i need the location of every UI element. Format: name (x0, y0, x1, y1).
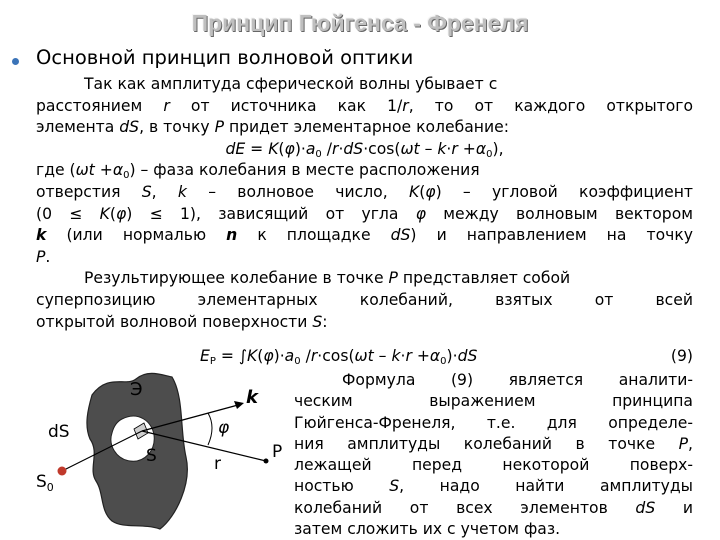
right-line-8: затем сложить их с учетом фаз. (294, 520, 561, 539)
label-E: Э (130, 379, 143, 400)
right-line-2: ческим выражением принципа (294, 392, 693, 411)
source-point-S0 (58, 467, 67, 476)
right-line-4: ния амплитуды колебаний в точке P, (294, 434, 693, 453)
text-line-3: элемента dS, в точку P придет элементарное колебание: (36, 118, 509, 137)
label-r: r (214, 454, 221, 474)
slide-title: Принцип Гюйгенса - Френеля (191, 10, 529, 36)
text-line-6: отверстия S, k – волновое число, K(φ) – угловой коэффициент (36, 182, 693, 201)
label-S: S (146, 446, 157, 466)
right-line-5: лежащей перед некоторой поверх- (294, 456, 693, 475)
right-line-3: Гюйгенса-Френеля, т.е. для определе- (294, 413, 693, 432)
label-S0: $S_0$ (36, 472, 54, 494)
label-P: P (272, 442, 283, 462)
label-phi: φ (218, 418, 230, 438)
text-line-10: Результирующее колебание в точке P представляет собой (84, 269, 571, 288)
right-text (294, 370, 693, 540)
text-line-5: где $(\omega t +\alpha_0)$ – фаза колебания в месте расположения (36, 161, 480, 182)
right-line-1: Формула (9) является аналити- (342, 371, 693, 389)
angle-phi-arc (208, 413, 212, 445)
text-line-9: P. (36, 247, 51, 266)
text-line-8: k (или нормалью n к площадке dS) и направлением на точку (36, 226, 693, 245)
section-heading: Основной принцип волновой оптики (36, 46, 414, 69)
bullet-dot (12, 58, 19, 65)
text-line-1: Так как амплитуда сферической волны убывает с (84, 75, 498, 93)
formula-dE: dE = $K(\varphi)\cdot a_0$ $/r\cdot dS\cdot\cos(\omega t - k\cdot r +\alpha_0)$, (225, 139, 504, 160)
text-line-11: суперпозицию элементарных колебаний, взятых от всей (36, 290, 693, 309)
right-line-6: ностью S, надо найти амплитуды (294, 477, 693, 496)
label-k: k (246, 387, 258, 408)
text-line-7: (0 ≤ K(φ) ≤ 1), зависящий от угла φ между волновым вектором (36, 204, 694, 223)
huygens-figure (30, 365, 292, 535)
formula-9-number: (9) (670, 347, 693, 365)
label-dS: dS (48, 422, 70, 442)
point-P (264, 459, 269, 464)
text-line-12: открытой волновой поверхности S: (36, 312, 328, 331)
k-arrow-head (234, 401, 244, 409)
right-line-7: колебаний от всех элементов dS и (294, 498, 693, 517)
text-line-2: расстоянием r от источника как 1/r, то от каждого открытого (36, 96, 693, 115)
main-text (36, 74, 693, 333)
